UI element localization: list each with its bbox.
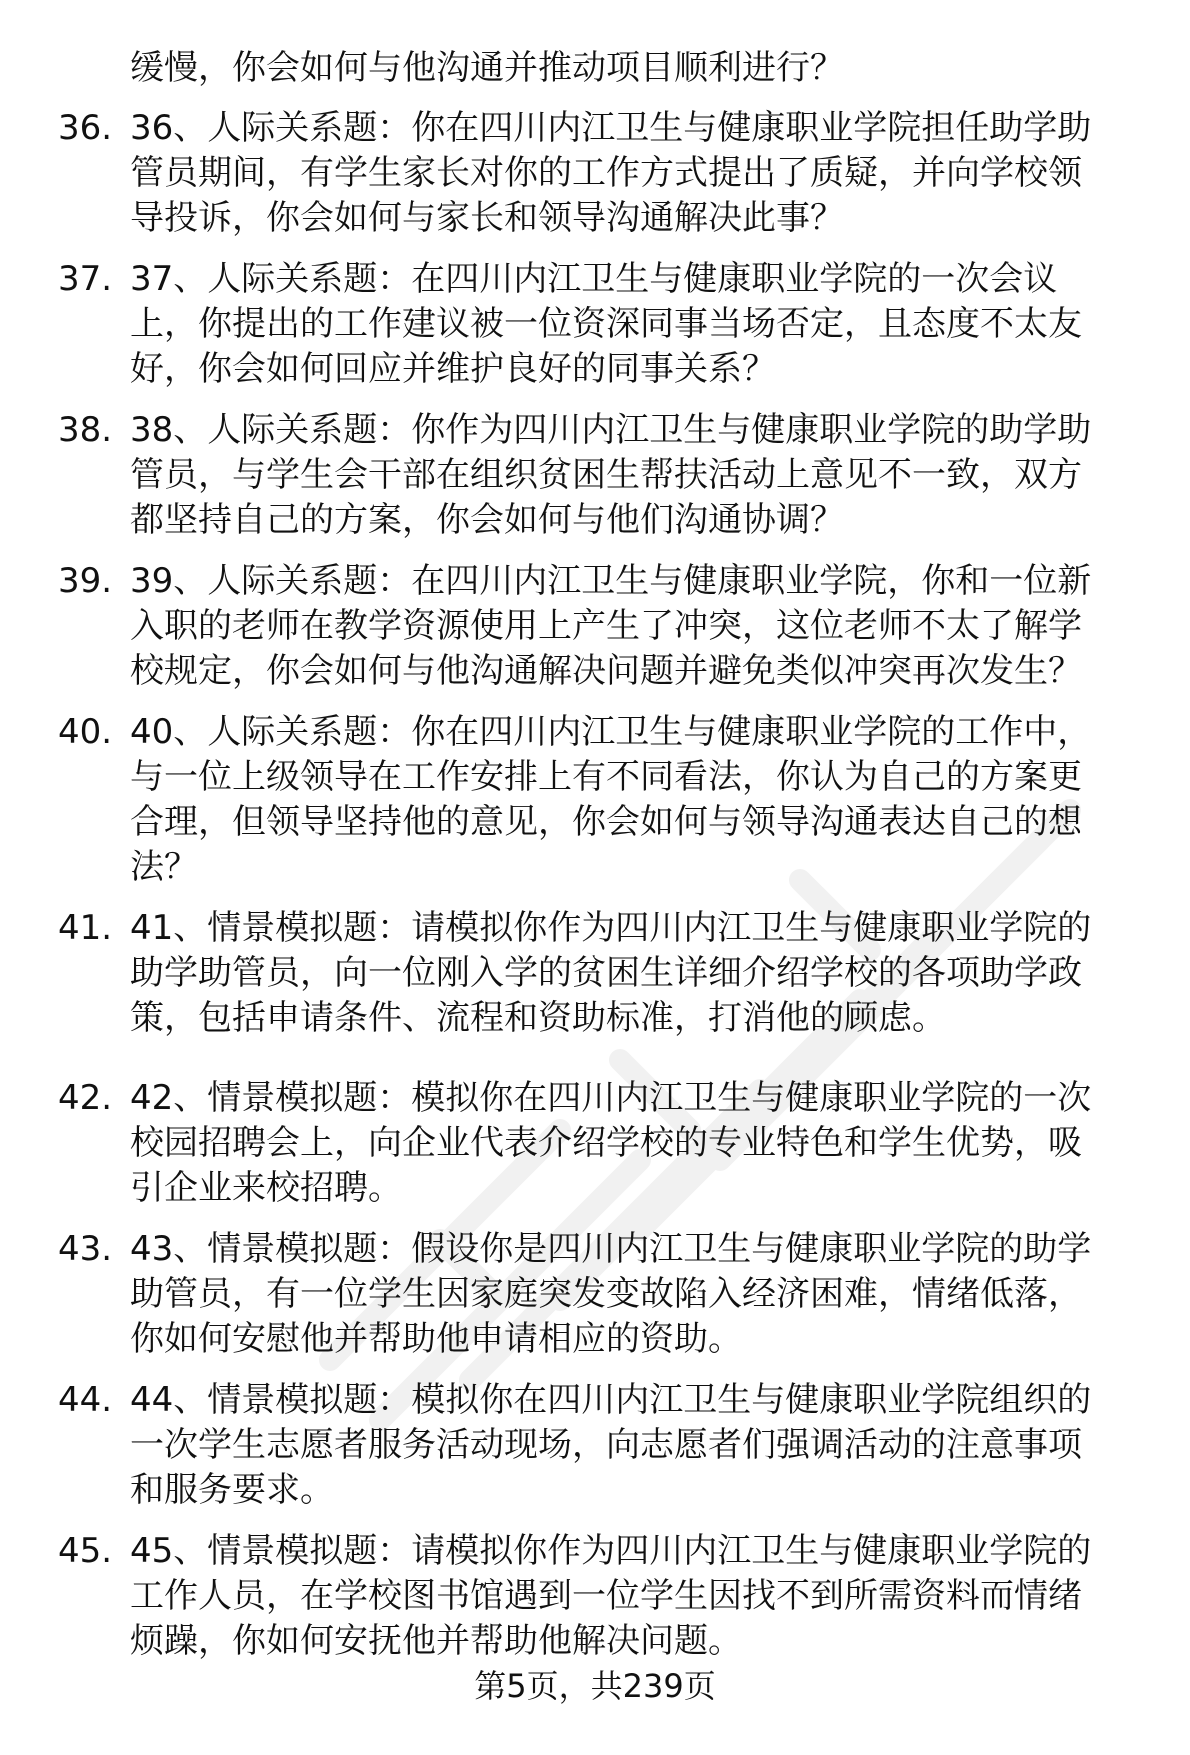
item-line: 合理，但领导坚持他的意见，你会如何与领导沟通表达自己的想 <box>130 802 1082 842</box>
item-line: 38、人际关系题：你作为四川内江卫生与健康职业学院的助学助 <box>130 410 1092 450</box>
item-text <box>130 559 1145 694</box>
item-line: 工作人员，在学校图书馆遇到一位学生因找不到所需资料而情绪 <box>130 1576 1082 1616</box>
item-line: 一次学生志愿者服务活动现场，向志愿者们强调活动的注意事项 <box>130 1425 1082 1465</box>
item-line: 44、情景模拟题：模拟你在四川内江卫生与健康职业学院组织的 <box>130 1380 1092 1420</box>
page-footer: 第5页，共239页 <box>474 1667 716 1705</box>
item-line: 39、人际关系题：在四川内江卫生与健康职业学院，你和一位新 <box>130 561 1092 601</box>
item-number: 38. <box>58 410 113 450</box>
item-number: 41. <box>58 908 113 948</box>
item-text <box>130 408 1145 543</box>
item-number: 42. <box>58 1078 113 1118</box>
item-line: 37、人际关系题：在四川内江卫生与健康职业学院的一次会议 <box>130 259 1058 299</box>
item-text <box>130 106 1145 241</box>
item-line: 烦躁，你如何安抚他并帮助他解决问题。 <box>130 1621 742 1661</box>
item-line: 和服务要求。 <box>130 1470 334 1510</box>
item-text <box>130 1076 1145 1211</box>
item-line: 40、人际关系题：你在四川内江卫生与健康职业学院的工作中， <box>130 712 1092 752</box>
item-line: 42、情景模拟题：模拟你在四川内江卫生与健康职业学院的一次 <box>130 1078 1092 1118</box>
item-line: 入职的老师在教学资源使用上产生了冲突，这位老师不太了解学 <box>130 606 1082 646</box>
item-line: 你如何安慰他并帮助他申请相应的资助。 <box>130 1319 742 1359</box>
item-number: 40. <box>58 712 113 752</box>
item-text <box>130 1378 1145 1513</box>
item-number: 45. <box>58 1531 113 1571</box>
item-text <box>130 710 1145 890</box>
item-number: 44. <box>58 1380 113 1420</box>
item-text <box>130 1529 1145 1664</box>
item-line: 与一位上级领导在工作安排上有不同看法，你认为自己的方案更 <box>130 757 1082 797</box>
item-line: 引企业来校招聘。 <box>130 1168 402 1208</box>
item-number: 43. <box>58 1229 113 1269</box>
item-line: 45、情景模拟题：请模拟你作为四川内江卫生与健康职业学院的 <box>130 1531 1092 1571</box>
item-line: 管员，与学生会干部在组织贫困生帮扶活动上意见不一致，双方 <box>130 455 1082 495</box>
item-line: 43、情景模拟题：假设你是四川内江卫生与健康职业学院的助学 <box>130 1229 1092 1269</box>
item-text <box>130 1227 1145 1362</box>
item-number: 37. <box>58 259 113 299</box>
item-line: 都坚持自己的方案，你会如何与他们沟通协调？ <box>130 500 844 540</box>
item-line: 上，你提出的工作建议被一位资深同事当场否定，且态度不太友 <box>130 304 1082 344</box>
item-text <box>130 906 1145 1041</box>
item-line: 法？ <box>130 847 198 887</box>
item-line: 好，你会如何回应并维护良好的同事关系？ <box>130 349 776 389</box>
item-line: 41、情景模拟题：请模拟你作为四川内江卫生与健康职业学院的 <box>130 908 1092 948</box>
item-line: 助学助管员，向一位刚入学的贫困生详细介绍学校的各项助学政 <box>130 953 1082 993</box>
item-line: 36、人际关系题：你在四川内江卫生与健康职业学院担任助学助 <box>130 108 1092 148</box>
item-line: 策，包括申请条件、流程和资助标准，打消他的顾虑。 <box>130 998 946 1038</box>
item-number: 39. <box>58 561 113 601</box>
item-line: 校规定，你会如何与他沟通解决问题并避免类似冲突再次发生？ <box>130 651 1082 691</box>
item-text <box>130 257 1145 392</box>
item-line: 导投诉，你会如何与家长和领导沟通解决此事？ <box>130 198 844 238</box>
item-line: 管员期间，有学生家长对你的工作方式提出了质疑，并向学校领 <box>130 153 1082 193</box>
item-line: 校园招聘会上，向企业代表介绍学校的专业特色和学生优势，吸 <box>130 1123 1082 1163</box>
item-line: 助管员，有一位学生因家庭突发变故陷入经济困难，情绪低落， <box>130 1274 1082 1314</box>
continued-text: 缓慢，你会如何与他沟通并推动项目顺利进行？ <box>130 48 844 88</box>
item-number: 36. <box>58 108 113 148</box>
